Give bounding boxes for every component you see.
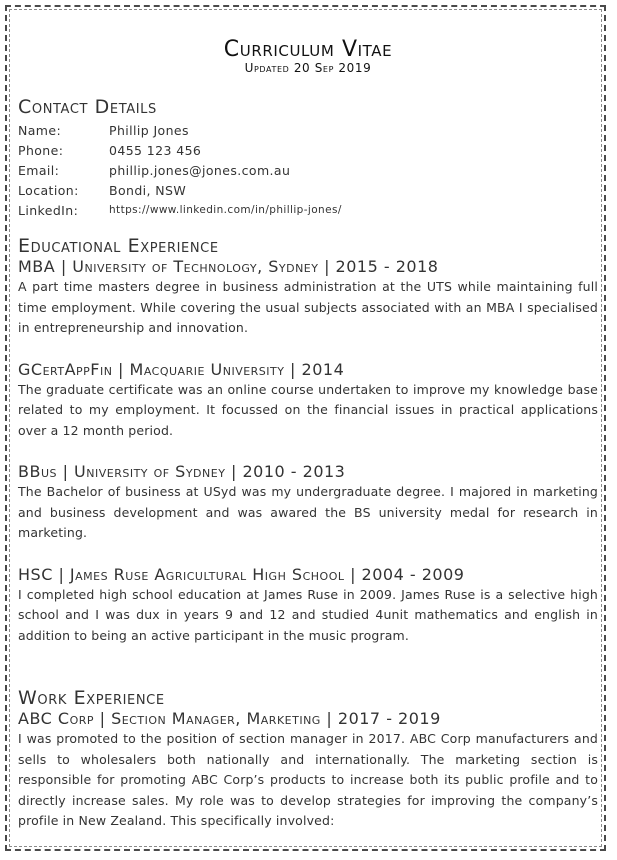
email-link[interactable]: phillip.jones@jones.com.au <box>109 162 291 178</box>
education-entry <box>18 360 598 442</box>
contact-row-email <box>18 160 598 180</box>
education-entry <box>18 565 598 647</box>
entry-body: The Bachelor of business at USyd was my undergraduate degree. I majored in marketing and business development and was awared the BS university medal for research in marketing. <box>18 484 598 540</box>
contact-table <box>18 120 598 220</box>
contact-value: Phillip Jones <box>109 122 189 138</box>
contact-value: 0455 123 456 <box>109 142 202 158</box>
entry-body: I was promoted to the position of section manager in 2017. ABC Corp manufacturers and sells to wholesalers both nationally and internationally. The marketing section is responsible for promoting ABC Corp’s products to increase both its public profile and to directly increase sales. My role was to develop strategies for improving the company’s profile in New Zealand. This specifically involved: <box>18 731 598 828</box>
contact-label: Email: <box>18 162 60 178</box>
work-heading: Work Experience <box>18 687 165 709</box>
entry-heading: HSC | James Ruse Agricultural High School | 2004 - 2009 <box>18 564 465 584</box>
contact-row-location <box>18 180 598 200</box>
entry-heading: MBA | University of Technology, Sydney | 2015 - 2018 <box>18 257 439 276</box>
contact-row-phone <box>18 140 598 160</box>
work-section <box>18 687 598 832</box>
cv-document <box>18 38 598 832</box>
work-entry <box>18 709 598 832</box>
contact-label: Phone: <box>18 142 64 158</box>
contact-heading: Contact Details <box>18 96 157 118</box>
contact-section <box>18 96 598 220</box>
updated-date: Updated 20 Sep 2019 <box>244 61 372 75</box>
contact-label: Name: <box>18 122 62 138</box>
contact-row-linkedin <box>18 200 598 220</box>
entry-heading: BBus | University of Sydney | 2010 - 2013 <box>18 462 346 481</box>
contact-value: Bondi, NSW <box>109 182 187 198</box>
linkedin-link[interactable]: https://www.linkedin.com/in/phillip-jones/ <box>109 204 342 216</box>
education-entry <box>18 257 598 339</box>
entry-heading: GCertAppFin | Macquarie University | 2014 <box>18 359 345 379</box>
document-title: Curriculum Vitae <box>223 37 393 62</box>
entry-body: The graduate certificate was an online course undertaken to improve my knowledge base related to my employment. It focussed on the financial issues in practical applications over a 12 month period. <box>18 381 598 438</box>
entry-body: I completed high school education at James Ruse in 2009. James Ruse is a selective high school and I was dux in years 9 and 12 and studied 4unit mathematics and english in addition to being an active participant in the music program. <box>18 586 598 643</box>
contact-row-name <box>18 120 598 140</box>
education-entry <box>18 462 598 544</box>
entry-heading: ABC Corp | Section Manager, Marketing | 2017 - 2019 <box>18 709 441 728</box>
education-section <box>18 235 598 646</box>
education-heading: Educational Experience <box>18 235 219 257</box>
entry-body: A part time masters degree in business administration at the UTS while maintaining full time employment. While covering the usual subjects associated with an MBA I specialised in entrepreneurship and innovation. <box>18 279 598 335</box>
contact-label: Location: <box>18 182 79 198</box>
contact-label: LinkedIn: <box>18 202 79 218</box>
